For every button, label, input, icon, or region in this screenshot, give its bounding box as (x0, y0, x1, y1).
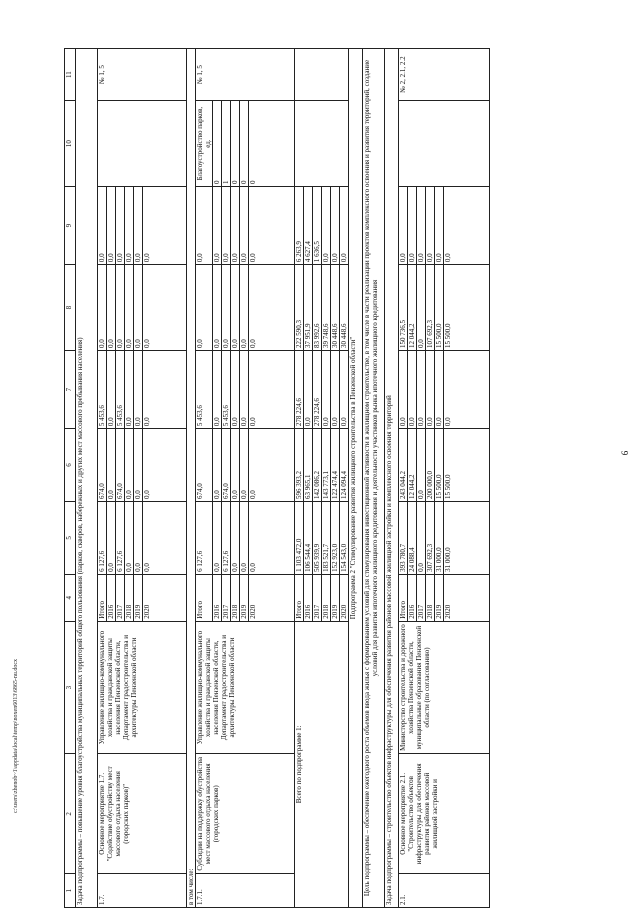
indicator-cell: Благоустройство парков, ед. (196, 101, 213, 187)
value-cell: 0,0 (444, 351, 490, 429)
value-cell: 122 474,4 (331, 429, 340, 502)
value-cell: 0,0 (134, 501, 143, 574)
value-cell: 0,0 (143, 429, 187, 502)
value-cell: 15 500,0 (435, 265, 444, 351)
indicator-cell (295, 101, 349, 187)
indicator-cell (98, 101, 187, 187)
program-table (64, 48, 490, 908)
value-cell: 5 453,6 (222, 351, 231, 429)
year-cell: 2018 (426, 574, 435, 621)
row-number: 2.1. (399, 874, 490, 908)
value-cell: 674,0 (98, 429, 107, 502)
value-cell: 1 103 472,0 (295, 501, 304, 574)
value-cell: 0,0 (125, 265, 134, 351)
value-cell: 0,0 (213, 187, 222, 265)
value-cell: 0,0 (107, 501, 116, 574)
value-cell: 24 088,4 (408, 501, 417, 574)
executor: Министерство строительства и дорожного хозяйства Пензенской области, муниципальные образования Пензенской области (по согласованию) (399, 621, 490, 754)
value-cell: 6 127,6 (196, 501, 213, 574)
value-cell: 0,0 (240, 429, 249, 502)
table-row (98, 49, 107, 908)
value-cell: 107 692,3 (426, 265, 435, 351)
year-cell: 2018 (125, 574, 134, 621)
value-cell: 0,0 (240, 187, 249, 265)
value-cell: 0,0 (134, 265, 143, 351)
value-cell: 0,0 (249, 429, 295, 502)
value-cell: 0,0 (304, 351, 313, 429)
total-label: Всего по подпрограмме 1: (295, 621, 349, 907)
value-cell: 222 590,3 (295, 265, 304, 351)
value-cell: 6 127,6 (116, 501, 125, 574)
value-cell: 0,0 (143, 265, 187, 351)
col-header: 7 (65, 351, 76, 429)
value-cell: 143 773,1 (322, 429, 331, 502)
value-cell: 0,0 (231, 187, 240, 265)
col-header: 2 (65, 754, 76, 874)
value-cell: 0,0 (435, 351, 444, 429)
value-cell: 0,0 (249, 351, 295, 429)
year-cell: 2019 (331, 574, 340, 621)
value-cell: 0,0 (116, 187, 125, 265)
indicator-value: 0 (213, 101, 222, 187)
value-cell: 0,0 (249, 501, 295, 574)
value-cell: 0,0 (426, 187, 435, 265)
value-cell: 15 500,0 (435, 429, 444, 502)
col-header: 6 (65, 429, 76, 502)
value-cell: 0,0 (143, 351, 187, 429)
table-row (295, 49, 304, 908)
value-cell: 0,0 (125, 187, 134, 265)
value-cell: 0,0 (134, 429, 143, 502)
value-cell: 142 086,2 (313, 429, 322, 502)
col-header: 9 (65, 187, 76, 265)
value-cell: 200 000,0 (426, 429, 435, 502)
indicator-value: 0 (240, 101, 249, 187)
year-cell: 2016 (213, 574, 222, 621)
value-cell: 150 736,5 (399, 265, 408, 351)
year-cell: 2020 (444, 574, 490, 621)
value-cell: 674,0 (222, 429, 231, 502)
value-cell: 31 000,0 (435, 501, 444, 574)
value-cell: 37 951,9 (304, 265, 313, 351)
value-cell: 83 992,6 (313, 265, 322, 351)
value-cell: 0,0 (116, 265, 125, 351)
row-number: 1.7. (98, 874, 187, 908)
value-cell: 4 627,4 (304, 187, 313, 265)
indicator-value: 0 (249, 101, 295, 187)
value-cell: 0,0 (435, 187, 444, 265)
value-cell: 0,0 (107, 187, 116, 265)
col-header: 10 (65, 101, 76, 187)
year-cell: 2018 (231, 574, 240, 621)
year-cell: Итого (295, 574, 304, 621)
indicator-value: 0 (231, 101, 240, 187)
value-cell: 0,0 (143, 187, 187, 265)
value-cell: 0,0 (322, 187, 331, 265)
year-cell: 2016 (408, 574, 417, 621)
value-cell: 0,0 (417, 351, 426, 429)
value-cell: 0,0 (231, 429, 240, 502)
value-cell: 15 500,0 (444, 429, 490, 502)
value-cell: 505 939,9 (313, 501, 322, 574)
value-cell: 6 263,9 (295, 187, 304, 265)
year-cell: Итого (399, 574, 408, 621)
value-cell: 0,0 (399, 351, 408, 429)
value-cell: 0,0 (125, 501, 134, 574)
footer-file-path: c:\users\zhenob~1\appdata\local\temp\noxen6013\6865-nu.docx (13, 658, 19, 813)
year-cell: 2017 (222, 574, 231, 621)
value-cell: 5 453,6 (116, 351, 125, 429)
value-cell: 0,0 (444, 187, 490, 265)
value-cell: 674,0 (196, 429, 213, 502)
year-cell: 2016 (107, 574, 116, 621)
value-cell: 31 000,0 (444, 501, 490, 574)
subprogram-2-task: Задача подпрограммы – строительство объектов инфраструктуры для обеспечения развития районов массовой жилищной застройки и комплексного освоения территорий (385, 49, 399, 908)
value-cell: 0,0 (213, 501, 222, 574)
value-cell: 30 448,6 (331, 265, 340, 351)
year-cell: Итого (98, 574, 107, 621)
value-cell: 0,0 (249, 265, 295, 351)
ref-cell (295, 49, 349, 101)
executor: Управление жилищно-коммунального хозяйства и гражданской защиты населения Пензенской области, Департамент градостроительства и архитектуры Пензенской области (196, 621, 295, 754)
year-cell: 2018 (322, 574, 331, 621)
value-cell: 0,0 (213, 429, 222, 502)
year-cell: 2020 (143, 574, 187, 621)
value-cell: 0,0 (340, 187, 349, 265)
value-cell: 0,0 (340, 351, 349, 429)
table-row (399, 49, 408, 908)
subprogram-2-title: Подпрограмма 2 "Стимулирование развития жилищного строительства в Пензенской области" (349, 49, 363, 908)
value-cell: 0,0 (98, 187, 107, 265)
value-cell: 0,0 (107, 429, 116, 502)
value-cell: 0,0 (213, 351, 222, 429)
value-cell: 0,0 (125, 351, 134, 429)
value-cell: 12 044,2 (408, 265, 417, 351)
value-cell: 0,0 (143, 501, 187, 574)
ref-cell: № 1, 5 (98, 49, 187, 101)
value-cell: 152 923,0 (331, 501, 340, 574)
year-cell: 2019 (240, 574, 249, 621)
col-header: 4 (65, 574, 76, 621)
subprogram-2-goal: Цель подпрограммы – обеспечение ежегодного роста объемов ввода жилья с формированием условий для стимулирования инвестиционной активности в жилищном строительстве, в том числе в части реализации проектов комплексного освоения и развития территорий, создание условий для развития ипотечного жилищного кредитования и деятельности участников рынка ипотечного жилищного кредитования (363, 49, 385, 908)
value-cell: 307 692,3 (426, 501, 435, 574)
value-cell: 0,0 (322, 351, 331, 429)
value-cell: 0,0 (240, 351, 249, 429)
year-cell: 2017 (116, 574, 125, 621)
value-cell: 0,0 (408, 187, 417, 265)
value-cell: 183 521,7 (322, 501, 331, 574)
value-cell: 0,0 (399, 187, 408, 265)
table-row (196, 49, 213, 908)
year-cell: 2020 (340, 574, 349, 621)
value-cell: 0,0 (249, 187, 295, 265)
column-number-row (65, 49, 76, 908)
indicator-value: 1 (222, 101, 231, 187)
value-cell: 0,0 (417, 429, 426, 502)
value-cell: 0,0 (231, 265, 240, 351)
row-number: 1.7.1. (196, 874, 295, 908)
year-cell: 2017 (417, 574, 426, 621)
value-cell: 278 224,6 (295, 351, 304, 429)
value-cell: 12 044,2 (408, 429, 417, 502)
value-cell: 243 044,2 (399, 429, 408, 502)
value-cell: 0,0 (231, 351, 240, 429)
value-cell: 278 224,6 (313, 351, 322, 429)
value-cell: 0,0 (134, 351, 143, 429)
value-cell: 0,0 (134, 187, 143, 265)
value-cell: 0,0 (222, 187, 231, 265)
ref-cell: № 2, 2.1, 2.2 (399, 49, 490, 101)
value-cell: 1 636,5 (313, 187, 322, 265)
value-cell: 0,0 (426, 351, 435, 429)
value-cell: 0,0 (417, 265, 426, 351)
value-cell: 393 780,7 (399, 501, 408, 574)
value-cell: 0,0 (331, 351, 340, 429)
value-cell: 5 453,6 (98, 351, 107, 429)
value-cell: 0,0 (213, 265, 222, 351)
value-cell: 63 965,1 (304, 429, 313, 502)
value-cell: 0,0 (222, 265, 231, 351)
col-header: 1 (65, 874, 76, 908)
year-cell: 2017 (313, 574, 322, 621)
value-cell: 6 127,6 (98, 501, 107, 574)
value-cell: 0,0 (408, 351, 417, 429)
value-cell: 0,0 (240, 265, 249, 351)
value-cell: 0,0 (417, 187, 426, 265)
measure-name: Основное мероприятие 1.7. "Содействие обустройству мест массового отдыха населения (городских парков)" (98, 754, 187, 874)
measure-name: Субсидии на поддержку обустройства мест массового отдыха населения (городских парков) (196, 754, 295, 874)
value-cell: 154 543,0 (340, 501, 349, 574)
value-cell: 0,0 (107, 351, 116, 429)
value-cell: 0,0 (331, 187, 340, 265)
value-cell: 106 544,4 (304, 501, 313, 574)
value-cell: 15 500,0 (444, 265, 490, 351)
value-cell: 39 748,6 (322, 265, 331, 351)
year-cell: 2019 (435, 574, 444, 621)
indicator-cell (399, 101, 490, 187)
task-subprogram-1: Задача подпрограммы – повышение уровня благоустройства муниципальных территорий общего пользования (парков, скверов, набережных и других мест массового пребывания населения) (76, 49, 98, 908)
col-header: 11 (65, 49, 76, 101)
year-cell: 2019 (134, 574, 143, 621)
col-header: 3 (65, 621, 76, 754)
value-cell: 5 453,6 (196, 351, 213, 429)
value-cell: 0,0 (196, 187, 213, 265)
measure-name: Основное мероприятие 2.1. "Строительство объектов инфраструктуры для обеспечения развития районов массовой жилищной застройки и (399, 754, 490, 874)
value-cell: 0,0 (231, 501, 240, 574)
value-cell: 0,0 (98, 265, 107, 351)
page-number: 9 (619, 450, 630, 456)
value-cell: 30 448,6 (340, 265, 349, 351)
year-cell: Итого (196, 574, 213, 621)
value-cell: 124 094,4 (340, 429, 349, 502)
value-cell: 0,0 (107, 265, 116, 351)
ref-cell: № 1, 5 (196, 49, 295, 101)
value-cell: 674,0 (116, 429, 125, 502)
value-cell: 0,0 (417, 501, 426, 574)
rotated-table-sheet (64, 48, 634, 908)
year-cell: 2020 (249, 574, 295, 621)
including-label: в том числе: (187, 49, 196, 908)
executor: Управление жилищно-коммунального хозяйства и гражданской защиты населения Пензенской области, Департамент градостроительства и архитектуры Пензенской области (98, 621, 187, 754)
value-cell: 0,0 (240, 501, 249, 574)
value-cell: 596 393,2 (295, 429, 304, 502)
year-cell: 2016 (304, 574, 313, 621)
col-header: 5 (65, 501, 76, 574)
value-cell: 0,0 (125, 429, 134, 502)
value-cell: 0,0 (196, 265, 213, 351)
col-header: 8 (65, 265, 76, 351)
value-cell: 6 127,6 (222, 501, 231, 574)
